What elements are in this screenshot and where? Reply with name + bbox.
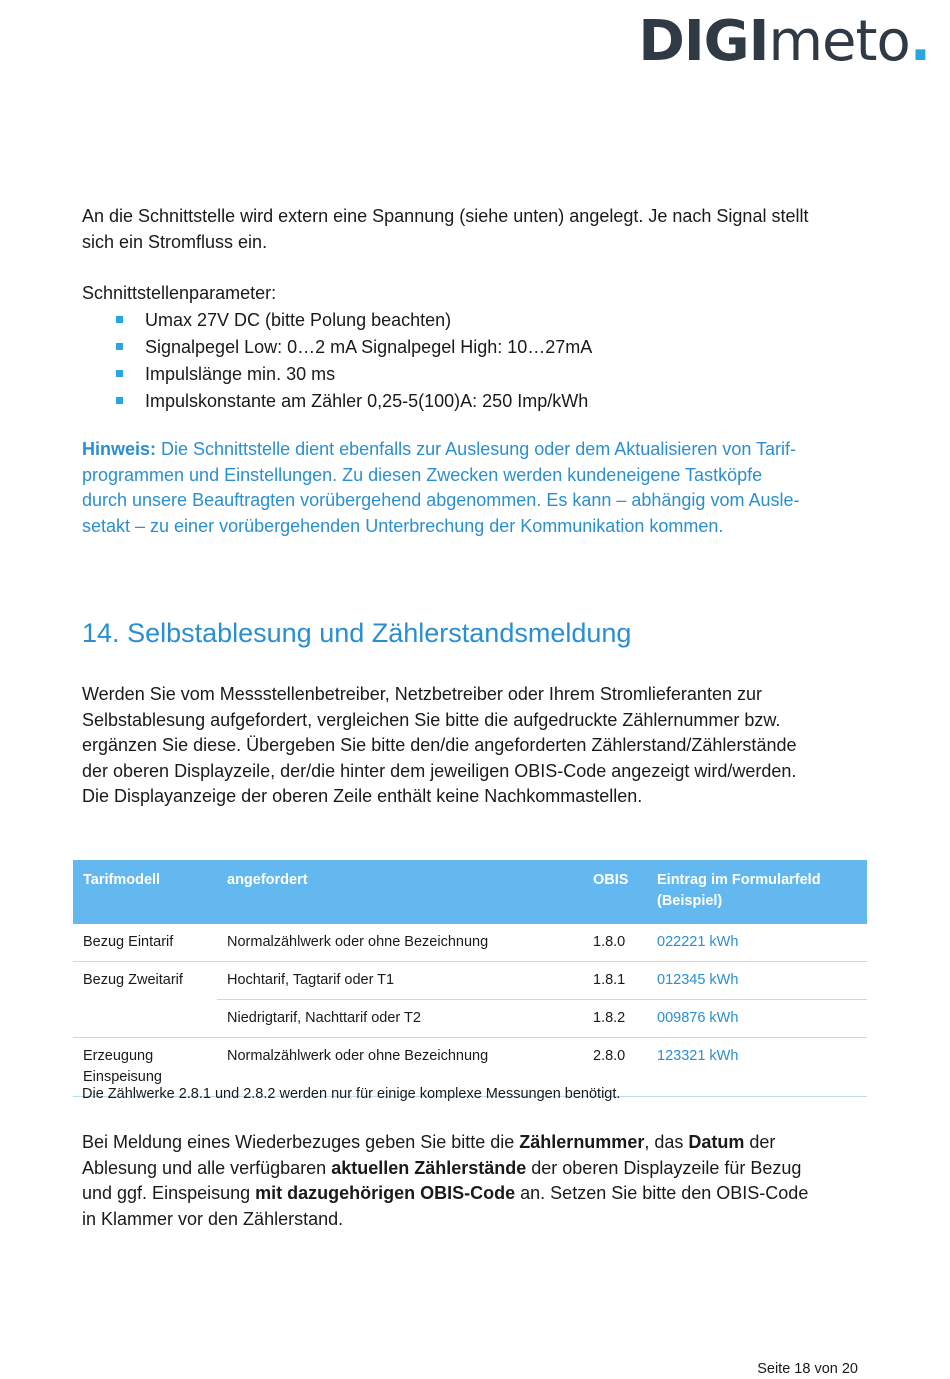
section-heading xyxy=(82,618,631,649)
report-paragraph: Bei Meldung eines Wiederbezuges geben Sie bitte die Zählernummer, das Datum der Ablesung und alle verfügbaren aktuellen Zählerstände der oberen Displayzeile für Bezug und ggf. Einspeisung mit dazugehörigen OBIS-Code an. Setzen Sie bitte den OBIS-Code in Klammer vor den Zählerstand. xyxy=(82,1132,809,1229)
table-row: Bezug Eintarif Normalzählwerk oder ohne Bezeichnung 1.8.0 022221 kWh xyxy=(73,924,867,962)
section-title: Selbstablesung und Zählerstandsmeldung xyxy=(127,618,632,648)
header-obis: OBIS xyxy=(583,860,647,924)
company-logo: DIGImeto. xyxy=(638,9,930,74)
table-note: Die Zählwerke 2.8.1 und 2.8.2 werden nur für einige komplexe Messungen benötigt. xyxy=(82,1086,621,1102)
table-row: Niedrigtarif, Nachttarif oder T2 1.8.2 009876 kWh xyxy=(73,1000,867,1038)
params-list xyxy=(82,307,592,415)
intro-paragraph: An die Schnittstelle wird extern eine Spannung (siehe unten) angelegt. Je nach Signal stellt sich ein Stromfluss ein. xyxy=(82,206,809,252)
hint-paragraph: Hinweis: Die Schnittstelle dient ebenfalls zur Auslesung oder dem Aktualisieren von Tarif- programmen und Einstellungen. Zu diesen Zwecken werden kundeneigene Tastköpfe durch unsere Beauftragten vorübergehend abgenommen. Es kann – abhängig vom Ausle- setakt – zu einer vorübergehenden Unterbrechung der Kommunikation kommen. xyxy=(82,439,800,536)
list-item: Impulslänge min. 30 ms xyxy=(82,361,592,388)
list-item: Signalpegel Low: 0…2 mA Signalpegel High: 10…27mA xyxy=(82,334,592,361)
page-number: Seite 18 von 20 xyxy=(757,1361,858,1377)
table-row: Erzeugung Einspeisung Normalzählwerk oder ohne Bezeichnung 2.8.0 123321 kWh xyxy=(73,1038,867,1097)
list-item: Impulskonstante am Zähler 0,25-5(100)A: 250 Imp/kWh xyxy=(82,388,592,415)
section-number: 14. xyxy=(82,618,120,648)
list-item: Umax 27V DC (bitte Polung beachten) xyxy=(82,307,592,334)
header-eintrag: Eintrag im Formularfeld (Beispiel) xyxy=(647,860,867,924)
table-header-row xyxy=(73,860,867,924)
table-row: Bezug Zweitarif Hochtarif, Tagtarif oder T1 1.8.1 012345 kWh xyxy=(73,962,867,1000)
selfreading-paragraph: Werden Sie vom Messstellenbetreiber, Netzbetreiber oder Ihrem Stromlieferanten zur Selbstablesung aufgefordert, vergleichen Sie bitte die aufgedruckte Zählernummer bzw. ergänzen Sie diese. Übergeben Sie bitte den/die angeforderten Zählerstand/Zählerstände der oberen Displayzeile, der/die hinter dem jeweiligen OBIS-Code angezeigt wird/werden. Die Displayanzeige der oberen Zeile enthält keine Nachkommastellen. xyxy=(82,684,797,806)
header-angefordert: angefordert xyxy=(217,860,583,924)
tariff-table xyxy=(73,860,867,1097)
params-heading: Schnittstellenparameter: xyxy=(82,283,277,303)
header-tarifmodell: Tarifmodell xyxy=(73,860,217,924)
